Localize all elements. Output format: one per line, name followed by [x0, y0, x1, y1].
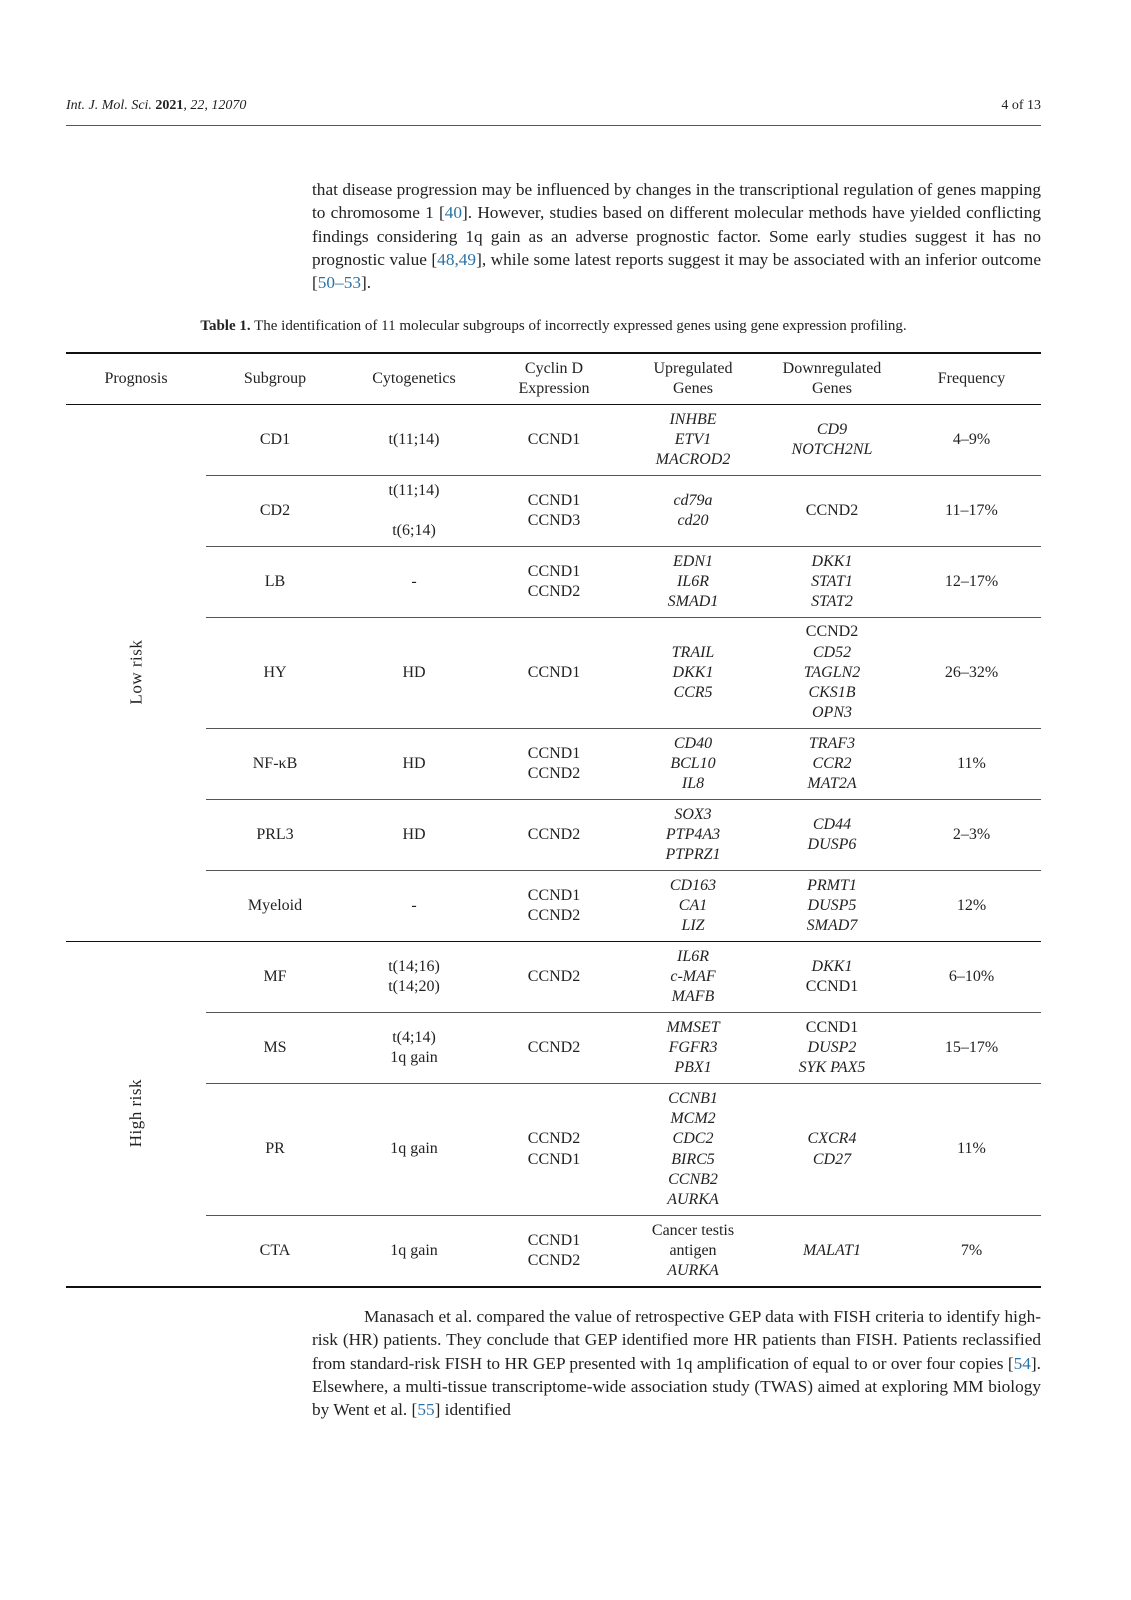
subgroup-cell [206, 1013, 344, 1084]
upregulated-cell-line: SOX3 [674, 805, 712, 823]
downregulated-cell-line: SMAD7 [806, 917, 858, 935]
cytogenetics-cell-line: 1q gain [390, 1049, 438, 1066]
table-row [66, 942, 1041, 1013]
subgroup-cell-line: CD2 [259, 501, 291, 519]
cyclin-cell-line: CCND2 [527, 967, 581, 985]
subgroup-cell-line: MS [263, 1038, 287, 1056]
frequency-cell-line: 26–32% [944, 663, 999, 681]
table-row [66, 547, 1041, 618]
downregulated-cell-line: STAT2 [811, 593, 853, 611]
cytogenetics-cell [344, 547, 484, 618]
cyclin-cell-line: CCND1 [527, 430, 581, 448]
upregulated-cell-line: INHBE [669, 410, 717, 428]
subgroup-cell [206, 871, 344, 942]
upregulated-cell-line: MMSET [666, 1018, 720, 1036]
paragraph-text: ], while some latest reports suggest it may be associated with an inferior outcome [ [312, 249, 1042, 293]
cytogenetics-cell-line: HD [402, 825, 426, 843]
subgroups-table [66, 352, 1041, 1288]
cyclin-cell-line: CCND1 [527, 1231, 581, 1249]
downregulated-cell-line: CD27 [812, 1150, 852, 1168]
citation-link[interactable]: 55 [417, 1400, 435, 1420]
downregulated-cell-line: DKK1 [811, 957, 853, 975]
upregulated-cell-line: TRAIL [671, 643, 715, 661]
subgroup-cell-line: HY [263, 663, 287, 681]
citation-link[interactable]: 54 [1013, 1353, 1031, 1373]
upregulated-cell [624, 1084, 762, 1216]
frequency-cell-line: 4–9% [952, 430, 991, 448]
frequency-cell [902, 547, 1041, 618]
upregulated-cell-line: CA1 [678, 896, 708, 914]
downregulated-cell [762, 800, 902, 871]
downregulated-cell-line: SYK PAX5 [798, 1059, 866, 1077]
journal-citation [66, 98, 246, 114]
frequency-cell [902, 405, 1041, 476]
cytogenetics-cell-line: 1q gain [390, 1241, 438, 1259]
upregulated-cell-line: CDC2 [672, 1130, 714, 1148]
upregulated-cell-line: AURKA [667, 1190, 719, 1208]
header-subgroup: Subgroup [243, 369, 307, 387]
citation-link[interactable]: 40 [444, 203, 463, 223]
frequency-cell [902, 1216, 1041, 1288]
downregulated-cell-line: OPN3 [812, 704, 852, 722]
cyclin-cell-line: CCND1 [527, 1150, 581, 1168]
upregulated-cell-line: MCM2 [670, 1110, 716, 1128]
subgroup-cell [206, 405, 344, 476]
upregulated-cell-line: CCR5 [673, 684, 713, 702]
table-row [66, 1084, 1041, 1216]
subgroup-cell [206, 800, 344, 871]
cyclin-cell [484, 1084, 624, 1216]
downregulated-cell-line: CCND2 [805, 623, 859, 641]
downregulated-cell-line: PRMT1 [807, 876, 857, 894]
cyclin-cell [484, 871, 624, 942]
cytogenetics-cell-line: t(14;20) [388, 978, 440, 995]
page-number: 4 of 13 [1001, 98, 1041, 113]
downregulated-cell-line: CCND2 [805, 501, 859, 519]
prognosis-label: Low risk [125, 640, 145, 705]
table-caption-label: Table 1. [200, 318, 251, 334]
downregulated-cell-line: DUSP5 [807, 896, 857, 914]
frequency-cell [902, 800, 1041, 871]
cyclin-cell [484, 1013, 624, 1084]
cyclin-cell [484, 405, 624, 476]
upregulated-cell-line: CD163 [669, 876, 717, 894]
table-row [66, 476, 1041, 547]
cyclin-cell [484, 942, 624, 1013]
downregulated-cell-line: CKS1B [808, 684, 856, 702]
downregulated-cell-line: CD52 [812, 643, 852, 661]
cyclin-cell [484, 547, 624, 618]
cyclin-cell-line: CCND2 [527, 1252, 581, 1269]
cytogenetics-cell [344, 729, 484, 800]
subgroup-cell-line: LB [264, 572, 286, 590]
paragraph-text: ]. However, studies based on different molecular methods have yielded conflicting findings considering 1q gain as an adverse prognostic factor. Some early studies suggest it has no prognostic value [ [312, 203, 1041, 269]
upregulated-cell-line: MACROD2 [655, 451, 731, 469]
downregulated-cell-line: NOTCH2NL [791, 441, 873, 458]
downregulated-cell [762, 405, 902, 476]
frequency-cell-line: 12% [956, 896, 987, 914]
subgroup-cell [206, 618, 344, 729]
downregulated-cell-line: CCR2 [812, 754, 852, 772]
frequency-cell [902, 942, 1041, 1013]
frequency-cell-line: 11% [957, 1140, 986, 1158]
subgroup-cell [206, 729, 344, 800]
upregulated-cell-line: PTPRZ1 [665, 846, 721, 864]
downregulated-cell-line: MAT2A [807, 775, 857, 793]
cyclin-cell-line: CCND2 [527, 1130, 581, 1148]
subgroup-cell [206, 1084, 344, 1216]
cyclin-cell [484, 618, 624, 729]
prognosis-cell [66, 405, 206, 942]
downregulated-cell-line: TAGLN2 [803, 663, 861, 681]
cyclin-cell [484, 1216, 624, 1288]
downregulated-cell-line: DUSP2 [807, 1038, 857, 1056]
upregulated-cell [624, 547, 762, 618]
downregulated-cell-line: DKK1 [811, 552, 853, 570]
table-caption-text: The identification of 11 molecular subgroups of incorrectly expressed genes using gene expression profiling. [250, 318, 907, 334]
cyclin-cell-line: CCND2 [527, 765, 581, 782]
cyclin-cell-line: CCND1 [527, 744, 581, 762]
frequency-cell [902, 618, 1041, 729]
header-prognosis: Prognosis [104, 369, 168, 387]
upregulated-cell-line: CCNB2 [668, 1170, 718, 1188]
table-caption [66, 318, 1041, 335]
upregulated-cell [624, 1013, 762, 1084]
upregulated-cell-line: SMAD1 [667, 593, 719, 611]
cyclin-cell-line: CCND2 [527, 583, 581, 600]
cytogenetics-cell [344, 800, 484, 871]
table-row [66, 729, 1041, 800]
cytogenetics-cell-line: t(11;14) [388, 430, 440, 448]
table-row [66, 800, 1041, 871]
paragraph-text: ]. [360, 273, 372, 293]
paragraph-text: that disease progression may be influenced by changes in the transcriptional regulation of genes mapping to chromosome 1 [ [312, 180, 1041, 223]
header-divider [66, 125, 1041, 126]
frequency-cell [902, 729, 1041, 800]
upregulated-cell-line: antigen [669, 1241, 717, 1259]
cytogenetics-cell-line: t(4;14) [392, 1028, 436, 1046]
upregulated-cell-line: AURKA [667, 1262, 719, 1280]
cytogenetics-cell [344, 1013, 484, 1084]
downregulated-cell-line: DUSP6 [807, 836, 857, 853]
upregulated-cell [624, 476, 762, 547]
cytogenetics-cell-line: t(11;14) [388, 481, 440, 499]
upregulated-cell-line: cd79a [673, 491, 713, 509]
header-upregulated: Upregulated Genes [653, 359, 733, 397]
upregulated-cell [624, 405, 762, 476]
upregulated-cell-line: MAFB [671, 988, 715, 1006]
header-cytogenetics: Cytogenetics [372, 369, 456, 387]
subgroup-cell [206, 547, 344, 618]
downregulated-cell-line: CD9 [816, 420, 848, 438]
table-row [66, 1013, 1041, 1084]
frequency-cell [902, 476, 1041, 547]
upregulated-cell-line: PTP4A3 [665, 825, 721, 843]
subgroup-cell-line: MF [263, 967, 287, 985]
downregulated-cell [762, 1216, 902, 1288]
cytogenetics-cell-line: - [411, 572, 417, 590]
subgroup-cell [206, 476, 344, 547]
running-head [66, 98, 1041, 114]
subgroup-cell-line: NF-κB [252, 754, 298, 772]
upregulated-cell [624, 942, 762, 1013]
cyclin-cell-line: CCND1 [527, 491, 581, 509]
upregulated-cell [624, 1216, 762, 1288]
upregulated-cell-line: IL8 [681, 775, 705, 793]
frequency-cell-line: 2–3% [952, 825, 991, 843]
cyclin-cell-line: CCND3 [527, 512, 581, 529]
cytogenetics-cell [344, 871, 484, 942]
cytogenetics-cell-line: HD [402, 754, 426, 772]
cytogenetics-cell-line: t(6;14) [392, 522, 436, 539]
cyclin-cell-line: CCND1 [527, 886, 581, 904]
table-row [66, 1216, 1041, 1288]
table-header-row [66, 353, 1041, 405]
downregulated-cell [762, 942, 902, 1013]
table-row [66, 405, 1041, 476]
downregulated-cell-line: MALAT1 [802, 1241, 862, 1259]
downregulated-cell [762, 1084, 902, 1216]
upregulated-cell-line: LIZ [681, 917, 705, 935]
cyclin-cell-line: CCND1 [527, 562, 581, 580]
upregulated-cell-line: FGFR3 [668, 1038, 718, 1056]
upregulated-cell-line: BIRC5 [671, 1150, 715, 1168]
frequency-cell-line: 7% [960, 1241, 983, 1259]
subgroup-cell-line: PRL3 [256, 825, 294, 843]
upregulated-cell-line: DKK1 [672, 663, 714, 681]
cyclin-cell [484, 800, 624, 871]
upregulated-cell [624, 800, 762, 871]
table-body [66, 405, 1041, 1288]
upregulated-cell [624, 871, 762, 942]
frequency-cell-line: 11–17% [945, 501, 998, 519]
cytogenetics-cell [344, 942, 484, 1013]
paragraph-text: ] identified [434, 1400, 511, 1420]
cytogenetics-cell-line: - [411, 896, 417, 914]
downregulated-cell [762, 547, 902, 618]
upregulated-cell [624, 618, 762, 729]
table-row [66, 871, 1041, 942]
paragraph-text: Manasach et al. compared the value of retrospective GEP data with FISH criteria to identify high-risk (HR) patients. They conclude that GEP identified more HR patients than FISH. Patients reclassified from standard-risk FISH to HR GEP presented with 1q amplification of equal to or over four copies [ [312, 1307, 1041, 1373]
header-cyclin-d: Cyclin D Expression [518, 359, 590, 397]
cyclin-cell-line: CCND1 [527, 663, 581, 681]
cyclin-cell-line: CCND2 [527, 907, 581, 924]
downregulated-cell [762, 618, 902, 729]
frequency-cell [902, 1084, 1041, 1216]
upregulated-cell [624, 729, 762, 800]
upregulated-cell-line: IL6R [677, 947, 709, 965]
downregulated-cell [762, 1013, 902, 1084]
cytogenetics-cell [344, 1084, 484, 1216]
paragraph-text: ]. Elsewhere, a multi-tissue transcriptome-wide association study (TWAS) aimed at exploring MM biology by Went et al. [ [312, 1353, 1041, 1420]
table-row [66, 618, 1041, 729]
cytogenetics-cell [344, 1216, 484, 1288]
upregulated-cell-line: EDN1 [673, 552, 713, 570]
cytogenetics-cell-line: HD [402, 663, 426, 681]
prognosis-label: High risk [125, 1079, 145, 1148]
subgroup-cell [206, 942, 344, 1013]
header-downregulated: Downregulated Genes [782, 359, 882, 397]
top-paragraph [312, 178, 1041, 294]
frequency-cell-line: 6–10% [948, 967, 995, 985]
upregulated-cell-line: cd20 [677, 512, 709, 529]
frequency-cell-line: 15–17% [944, 1038, 999, 1056]
cytogenetics-cell [344, 618, 484, 729]
cytogenetics-cell-line: t(14;16) [388, 957, 440, 975]
downregulated-cell [762, 476, 902, 547]
downregulated-cell [762, 729, 902, 800]
upregulated-cell-line: IL6R [677, 572, 709, 590]
upregulated-cell-line: ETV1 [674, 430, 712, 448]
prognosis-cell [66, 942, 206, 1288]
journal-volume: , 22, 12070 [183, 98, 247, 113]
downregulated-cell-line: CCND1 [805, 1018, 859, 1036]
cytogenetics-cell-line: 1q gain [390, 1140, 438, 1158]
frequency-cell [902, 1013, 1041, 1084]
header-frequency: Frequency [937, 369, 1006, 387]
journal-name: Int. J. Mol. Sci. [66, 98, 152, 113]
upregulated-cell-line: PBX1 [674, 1059, 712, 1077]
citation-link[interactable]: 48,49 [437, 249, 477, 269]
subgroup-cell [206, 1216, 344, 1288]
frequency-cell-line: 12–17% [944, 572, 999, 590]
cyclin-cell-line: CCND2 [527, 825, 581, 843]
citation-link[interactable]: 50–53 [317, 273, 361, 293]
cyclin-cell [484, 729, 624, 800]
frequency-cell-line: 11% [957, 754, 986, 772]
downregulated-cell [762, 871, 902, 942]
downregulated-cell-line: STAT1 [811, 572, 853, 590]
frequency-cell [902, 871, 1041, 942]
cyclin-cell-line: CCND2 [527, 1038, 581, 1056]
upregulated-cell-line: Cancer testis [651, 1221, 735, 1239]
subgroup-cell-line: CTA [259, 1241, 291, 1259]
upregulated-cell-line: CCNB1 [668, 1089, 718, 1107]
cyclin-cell [484, 476, 624, 547]
upregulated-cell-line: c-MAF [670, 967, 716, 985]
downregulated-cell-line: CXCR4 [807, 1130, 857, 1148]
upregulated-cell-line: BCL10 [670, 754, 716, 772]
downregulated-cell-line: CD44 [812, 815, 852, 833]
journal-year: 2021 [155, 98, 184, 113]
upregulated-cell-line: CD40 [673, 734, 713, 752]
downregulated-cell-line: TRAF3 [808, 734, 856, 752]
cytogenetics-cell [344, 405, 484, 476]
subgroup-cell-line: PR [265, 1140, 285, 1158]
subgroup-cell-line: Myeloid [247, 896, 303, 914]
bottom-paragraph [312, 1305, 1041, 1421]
subgroup-cell-line: CD1 [259, 430, 291, 448]
cytogenetics-cell [344, 476, 484, 547]
downregulated-cell-line: CCND1 [805, 978, 859, 995]
